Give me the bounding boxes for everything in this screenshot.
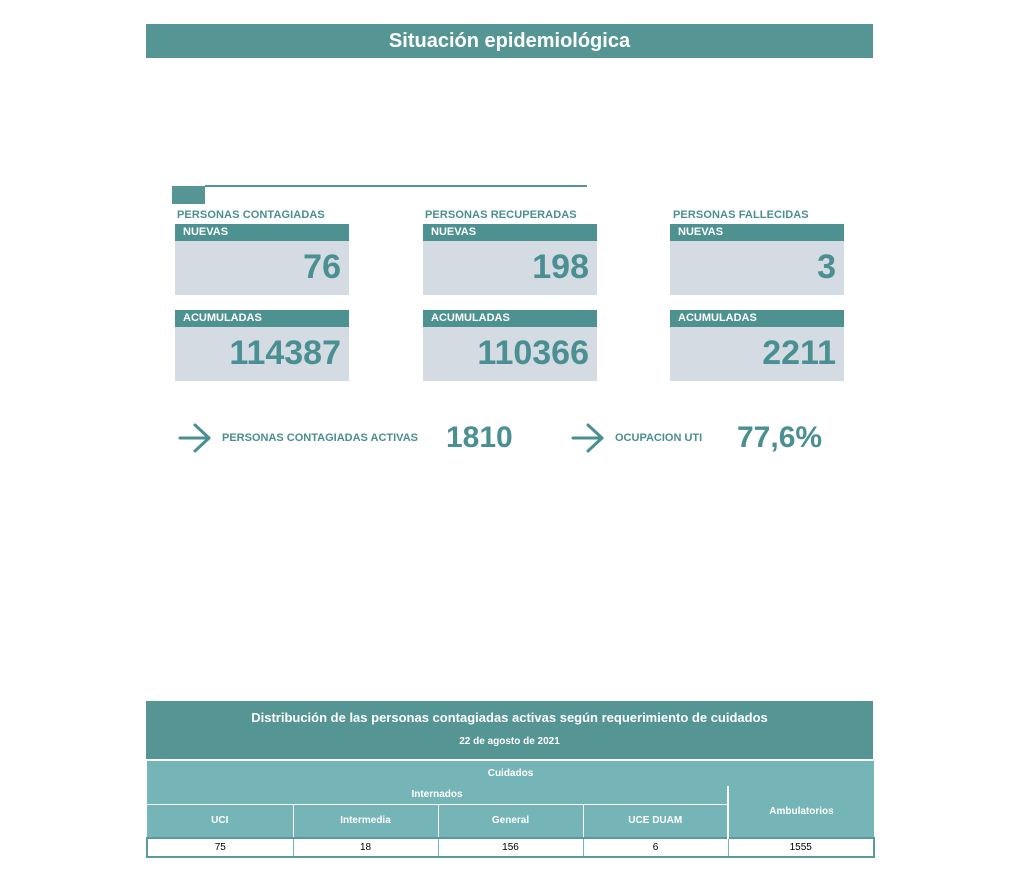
contagiadas-nuevas-value: 76 (303, 248, 341, 286)
recuperadas-acumuladas-value: 110366 (477, 334, 589, 372)
value-intermedia: 18 (293, 838, 438, 857)
fallecidas-nuevas-value: 3 (817, 248, 836, 286)
uti-label: OCUPACION UTI (615, 432, 703, 444)
card-header: ACUMULADAS (670, 310, 844, 327)
recuperadas-nuevas-card (423, 224, 597, 295)
value-uci: 75 (147, 838, 293, 857)
decorative-accent-block (172, 186, 205, 204)
internados-header: Internados (147, 786, 728, 804)
column-header-uce-duam: UCE DUAM (583, 804, 728, 838)
care-table (146, 759, 875, 858)
activas-value: 1810 (446, 421, 513, 454)
column-header-intermedia: Intermedia (293, 804, 438, 838)
arrow-right-icon (571, 422, 605, 454)
distribution-table (146, 701, 873, 858)
card-header: NUEVAS (670, 224, 844, 241)
fallecidas-nuevas-card (670, 224, 844, 295)
activas-summary (178, 420, 538, 456)
ambulatorios-header: Ambulatorios (728, 786, 874, 838)
page-title-text: Situación epidemiológica (388, 29, 631, 52)
recuperadas-label: PERSONAS RECUPERADAS (425, 209, 577, 221)
distribution-date: 22 de agosto de 2021 (459, 736, 560, 747)
fallecidas-label: PERSONAS FALLECIDAS (673, 209, 809, 221)
decorative-accent-line (205, 185, 587, 187)
uti-summary (571, 420, 841, 456)
value-ambulatorios: 1555 (728, 838, 874, 857)
card-header: NUEVAS (175, 224, 349, 241)
column-header-general: General (438, 804, 583, 838)
value-general: 156 (438, 838, 583, 857)
arrow-right-icon (178, 422, 212, 454)
distribution-title: Distribución de las personas contagiadas activas según requerimiento de cuidados (251, 710, 768, 725)
cuidados-header: Cuidados (147, 760, 874, 786)
card-header: NUEVAS (423, 224, 597, 241)
card-header: ACUMULADAS (423, 310, 597, 327)
fallecidas-acumuladas-value: 2211 (762, 334, 836, 372)
uti-value: 77,6% (737, 421, 823, 454)
activas-label: PERSONAS CONTAGIADAS ACTIVAS (222, 432, 418, 444)
recuperadas-nuevas-value: 198 (532, 248, 589, 286)
value-uce-duam: 6 (583, 838, 728, 857)
distribution-header (146, 701, 873, 759)
recuperadas-acumuladas-card (423, 310, 597, 381)
card-header: ACUMULADAS (175, 310, 349, 327)
contagiadas-nuevas-card (175, 224, 349, 295)
page-title (146, 24, 873, 58)
fallecidas-acumuladas-card (670, 310, 844, 381)
contagiadas-acumuladas-value: 114387 (229, 334, 341, 372)
contagiadas-label: PERSONAS CONTAGIADAS (177, 209, 325, 221)
column-header-uci: UCI (147, 804, 293, 838)
table-row (147, 838, 874, 857)
contagiadas-acumuladas-card (175, 310, 349, 381)
